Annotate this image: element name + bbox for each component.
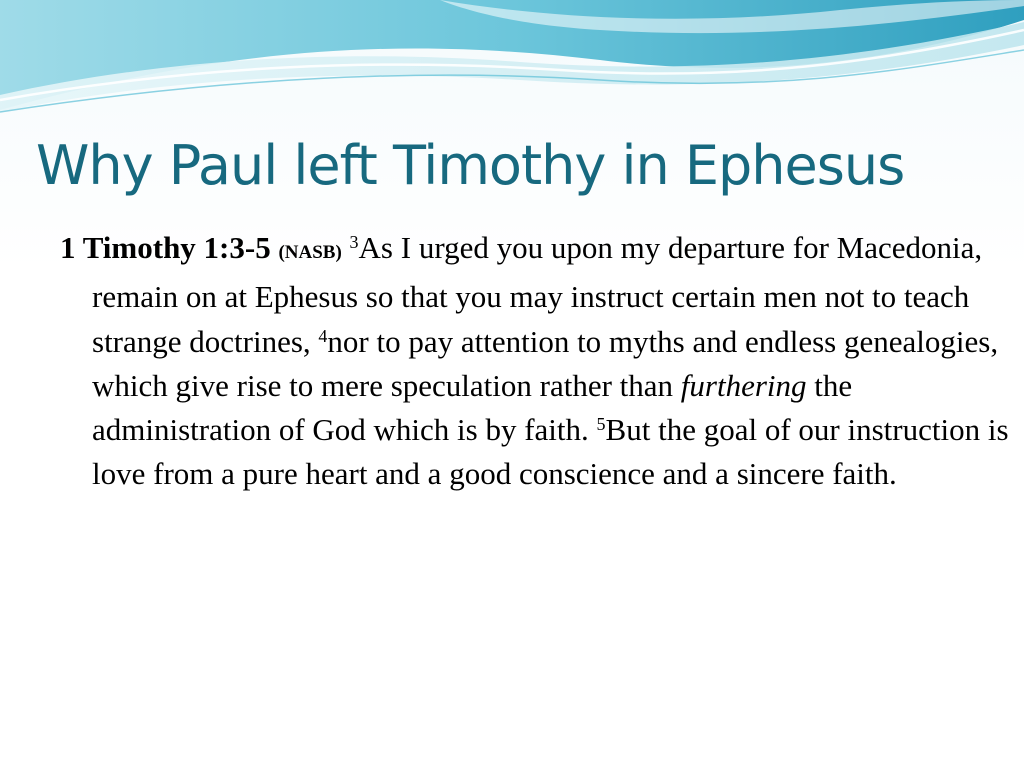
bible-version: (NASB): [278, 242, 342, 263]
scripture-passage: [60, 226, 1017, 497]
verse-number-4: 4: [318, 325, 328, 346]
verse-number-3: 3: [349, 232, 359, 252]
scripture-reference: 1 Timothy 1:3-5: [60, 230, 271, 265]
verse-4-text-b: the administration of God which is by faith.: [92, 367, 853, 448]
verse-5-text: But the goal of our instruction is love from a pure heart and a good conscience and a sincere faith.: [92, 412, 1009, 492]
verse-3-text: As I urged you upon my departure for Macedonia, remain on at Ephesus so that you may instruct certain men not to teach strange doctrines,: [92, 230, 983, 359]
wave-header-decoration: [0, 0, 1024, 130]
verse-4-emphasis: furthering: [680, 367, 807, 403]
verse-4-text-a: nor to pay attention to myths and endless genealogies, which give rise to mere speculation rather than: [92, 323, 999, 403]
slide-title: Why Paul left Timothy in Ephesus: [36, 134, 905, 197]
verse-number-5: 5: [596, 414, 606, 435]
